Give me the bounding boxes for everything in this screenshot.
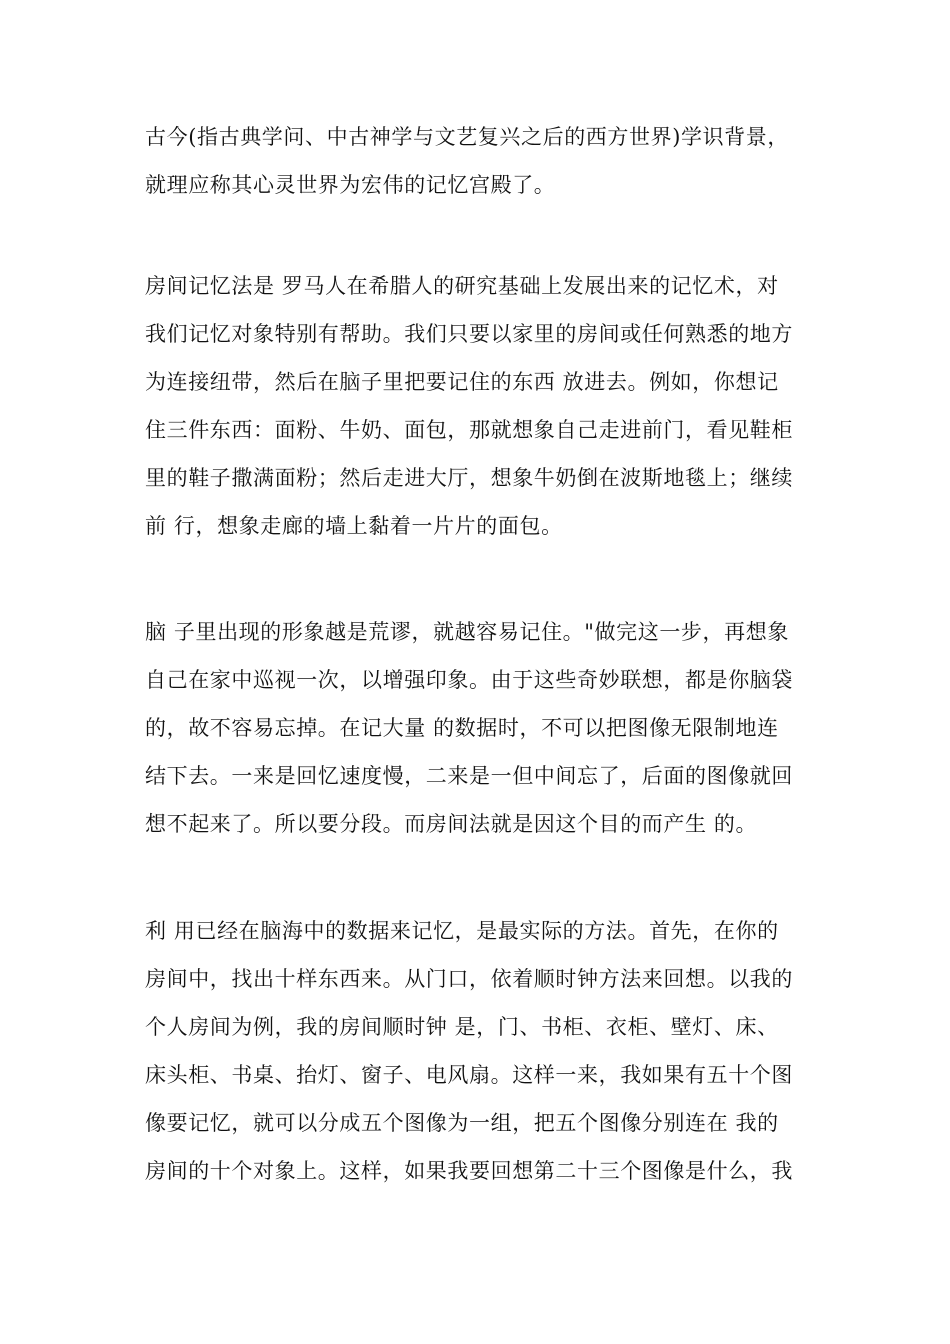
text-line: 个人房间为例，我的房间顺时钟 是，门、书柜、衣柜、壁灯、床、 — [145, 1015, 779, 1039]
text-line: 床头柜、书桌、抬灯、窗子、电风扇。这样一来，我如果有五十个图 — [145, 1063, 793, 1087]
text-line: 结下去。一来是回忆速度慢，二来是一但中间忘了，后面的图像就回 — [145, 764, 793, 788]
text-line: 的，故不容易忘掉。在记大量 的数据时，不可以把图像无限制地连 — [145, 716, 779, 740]
paragraph-existing-data — [145, 907, 825, 1195]
paragraph-memory-palace-intro — [145, 113, 825, 209]
text-line: 自己在家中巡视一次，以增强印象。由于这些奇妙联想，都是你脑袋 — [145, 668, 793, 692]
text-line: 古今(指古典学问、中古神学与文艺复兴之后的西方世界)学识背景， — [145, 125, 789, 149]
text-line: 像要记忆，就可以分成五个图像为一组，把五个图像分别连在 我的 — [145, 1111, 779, 1135]
text-line: 房间记忆法是 罗马人在希腊人的研究基础上发展出来的记忆术，对 — [145, 274, 779, 298]
text-line: 就理应称其心灵世界为宏伟的记忆宫殿了。 — [145, 173, 556, 197]
text-line: 脑 子里出现的形象越是荒谬，就越容易记住。"做完这一步，再想象 — [145, 620, 789, 644]
text-line: 我们记忆对象特别有帮助。我们只要以家里的房间或任何熟悉的地方 — [145, 322, 793, 346]
text-line: 利 用已经在脑海中的数据来记忆，是最实际的方法。首先，在你的 — [145, 919, 779, 943]
paragraph-room-method — [145, 262, 825, 550]
text-line: 房间中，找出十样东西来。从门口，依着顺时钟方法来回想。以我的 — [145, 967, 793, 991]
text-line: 房间的十个对象上。这样，如果我要回想第二十三个图像是什么，我 — [145, 1159, 793, 1183]
paragraph-absurd-images — [145, 608, 825, 848]
text-line: 住三件东西：面粉、牛奶、面包，那就想象自己走进前门，看见鞋柜 — [145, 418, 793, 442]
text-line: 为连接纽带，然后在脑子里把要记住的东西 放进去。例如，你想记 — [145, 370, 779, 394]
text-line: 想不起来了。所以要分段。而房间法就是因这个目的而产生 的。 — [145, 812, 758, 836]
text-line: 前 行，想象走廊的墙上黏着一片片的面包。 — [145, 514, 563, 538]
text-line: 里的鞋子撒满面粉；然后走进大厅，想象牛奶倒在波斯地毯上；继续 — [145, 466, 793, 490]
